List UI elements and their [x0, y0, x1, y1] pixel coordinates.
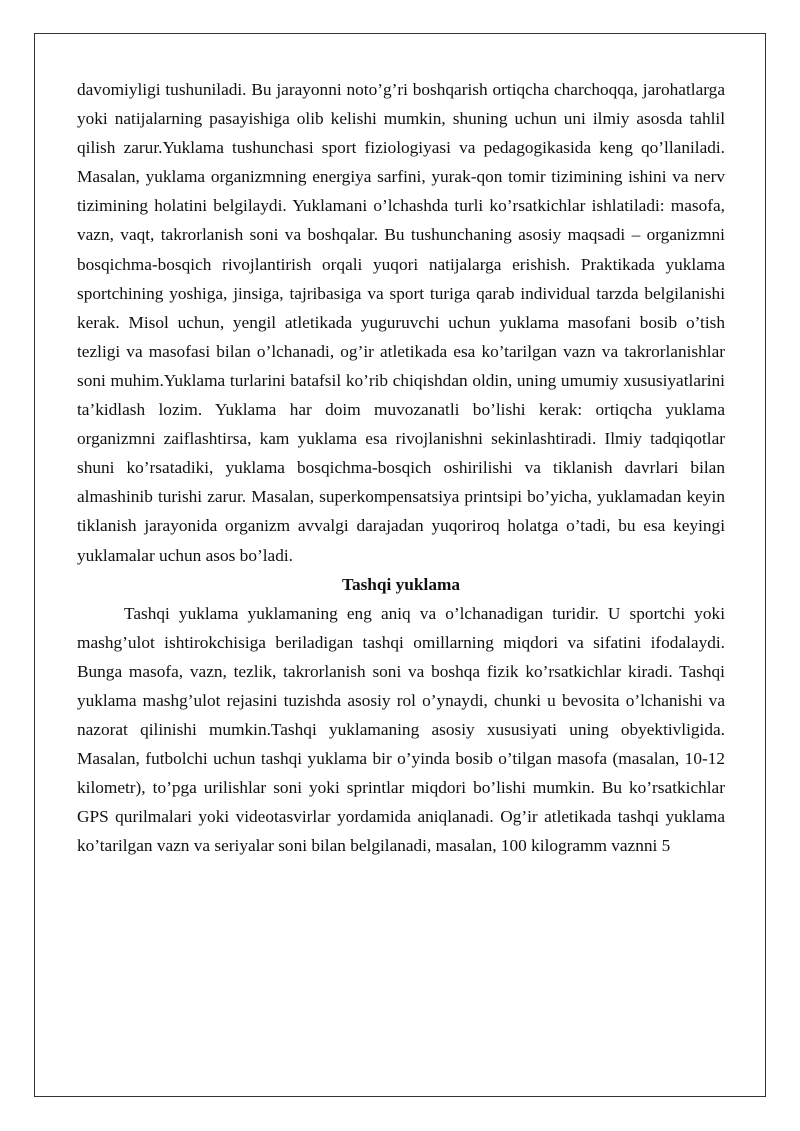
document-body: [77, 75, 725, 861]
body-paragraph: Tashqi yuklama yuklamaning eng aniq va o’lchanadigan turidir. U sportchi yoki mashg’ulot ishtirokchisiga beriladigan tashqi omillarning miqdori va sifatini ifodalaydi. Bunga masofa, vazn, tezlik, takrorlanish soni va boshqa fizik ko’rsatkichlar kiradi. Tashqi yuklama mashg’ulot rejasini tuzishda asosiy rol o’ynaydi, chunki u bevosita o’lchanishi va nazorat qilinishi mumkin.Tashqi yuklamaning asosiy xususiyati uning obyektivligida. Masalan, futbolchi uchun tashqi yuklama bir o’yinda bosib o’tilgan masofa (masalan, 10-12 kilometr), to’pga urilishlar soni yoki sprintlar miqdori bo’lishi mumkin. Bu ko’rsatkichlar GPS qurilmalari yoki videotasvirlar yordamida aniqlanadi. Og’ir atletikada tashqi yuklama ko’tarilgan vazn va seriyalar soni bilan belgilanadi, masalan, 100 kilogramm vaznni 5: [77, 603, 725, 856]
body-paragraph: davomiyligi tushuniladi. Bu jarayonni noto’g’ri boshqarish ortiqcha charchoqqa, jarohatlarga yoki natijalarning pasayishiga olib kelishi mumkin, shuning uchun uni ilmiy asosda tahlil qilish zarur.Yuklama tushunchasi sport fiziologiyasi va pedagogikasida keng qo’llaniladi. Masalan, yuklama organizmning energiya sarfini, yurak-qon tomir tizimining ishini va nerv tizimining holatini belgilaydi. Yuklamani o’lchashda turli ko’rsatkichlar ishlatiladi: masofa, vazn, vaqt, takrorlanish soni va boshqalar. Bu tushunchaning asosiy maqsadi – organizmni bosqichma-bosqich rivojlantirish orqali yuqori natijalarga erishish. Praktikada yuklama sportchining yoshiga, jinsiga, tajribasiga va sport turiga qarab individual tarzda belgilanishi kerak. Misol uchun, yengil atletikada yuguruvchi uchun yuklama masofani bosib o’tish tezligi va masofasi bilan o’lchanadi, og’ir atletikada esa ko’tarilgan vazn va takrorlanishlar soni muhim.Yuklama turlarini batafsil ko’rib chiqishdan oldin, uning umumiy xususiyatlarini ta’kidlash lozim. Yuklama har doim muvozanatli bo’lishi kerak: ortiqcha yuklama organizmni zaiflashtirsa, kam yuklama esa rivojlanishni sekinlashtiradi. Ilmiy tadqiqotlar shuni ko’rsatadiki, yuklama bosqichma-bosqich oshirilishi va tiklanish davrlari bilan almashinib turishi zarur. Masalan, superkompensatsiya printsipi bo’yicha, yuklamadan keyin tiklanish jarayonida organizm avvalgi darajadan yuqoriroq holatga o’tadi, bu esa keyingi yuklamalar uchun asos bo’ladi.: [77, 80, 725, 565]
section-heading: Tashqi yuklama: [342, 574, 460, 594]
